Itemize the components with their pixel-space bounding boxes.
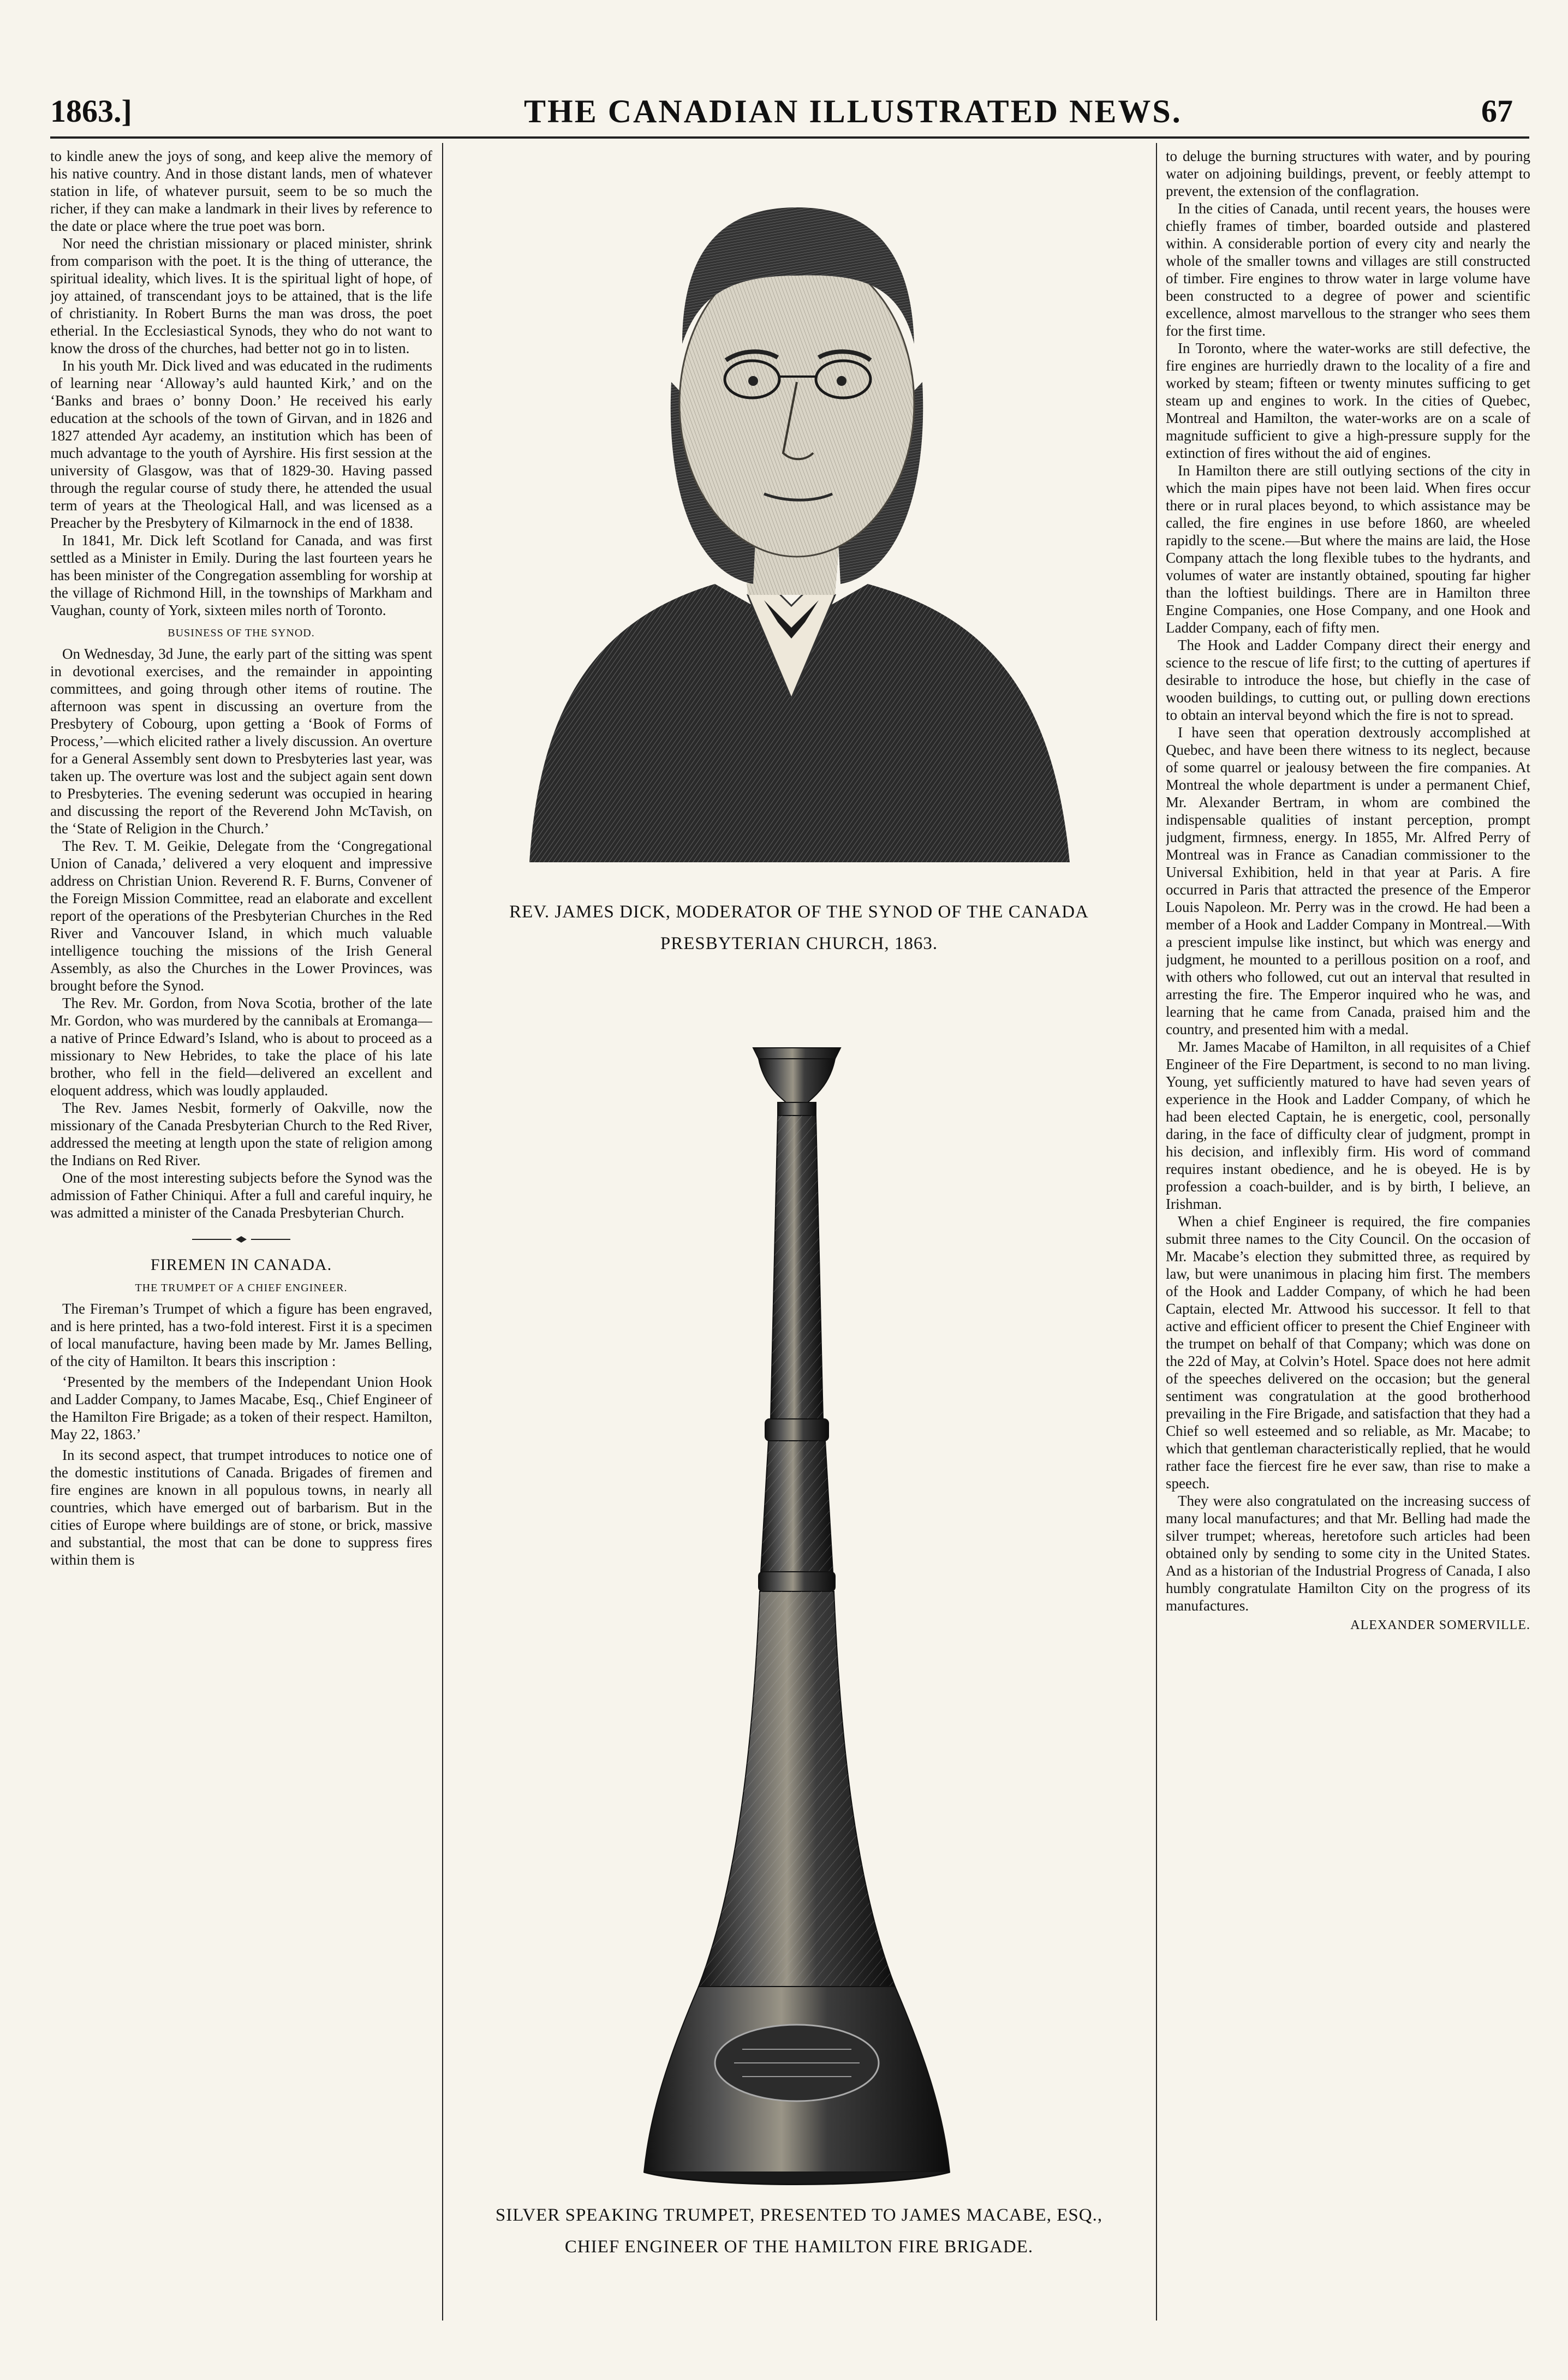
trumpet-caption xyxy=(452,2199,1146,2263)
issue-year: 1863.] xyxy=(50,93,132,129)
col3-paragraph-6: I have seen that operation dextrously accomplished at Quebec, and have been there witness to its neglect, because of some quarrel or jealousy between the fire companies. At Montreal the whole department is under a permanent Chief, Mr. Alexander Bertram, in whom are combined the indispensable qualities of instant perception, prompt judgment, firmness, energy. In 1855, Mr. Alfred Perry of Montreal was in France as Canadian commissioner to the Universal Exhibition, held in that year at Paris. A fire occurred in Paris that attracted the presence of the Emperor Louis Napoleon. Mr. Perry was in the crowd. He had been a member of a Hook and Ladder Company in Montreal.—With a prescient impulse like instinct, but which was energy and judgment, he mounted to a perillous position on a roof, and with others who followed, cut out an interval that resulted in arresting the fire. The Emperor inquired who he was, and learning that he came from Canada, praised him and the country, and presented him with a medal. xyxy=(1166,724,1530,1037)
silver-speaking-trumpet xyxy=(639,1037,955,2194)
col1-paragraph-8: The Rev. James Nesbit, formerly of Oakville, now the missionary of the Canada Presbyterian Church to the Red River, addressed the meeting at length upon the state of religion among the Indians on Red River. xyxy=(50,1100,432,1168)
col1-paragraph-2: Nor need the christian missionary or placed minister, shrink from comparison with the poet. It is the thing of utterance, the spiritual ideality, which lives. It is the spiritual light of hope, of joy attained, of transcendant joys to be attained, that is the life of christianity. In Robert Burns the man was dross, the poet etherial. In the Ecclesiastical Synods, they who do not want to know the dross of the churches, had better not go in to listen. xyxy=(50,235,432,356)
trumpet-caption-line-1: SILVER SPEAKING TRUMPET, PRESENTED TO JAMES MACABE, ESQ., xyxy=(495,2205,1103,2225)
col3-paragraph-8: When a chief Engineer is required, the fire companies submit three names to the City Council. On the occasion of Mr. Macabe’s election they submitted three, as required by law, but were unanimous in placing him first. The members of the Hook and Ladder Company, of which he had been Captain, elected Mr. Attwood his successor. It fell to that active and efficient officer to present the Chief Engineer with the trumpet on behalf of that Company; which was done on the 22d of May, at Colvin’s Hotel. Space does not here admit of the speeches delivered on the occasion; but the general sentiment was congratulation at the good brotherhood prevailing in the Fire Brigade, and satisfaction that they had a Chief so well esteemed and so reliable, as Mr. Macabe; to which that gentleman characteristically replied, that he would rather face the fiercest fire he ever saw, than rise to make a speech. xyxy=(1166,1213,1530,1492)
col1-paragraph-3: In his youth Mr. Dick lived and was educated in the rudiments of learning near ‘Alloway’s auld haunted Kirk,’ and on the ‘Banks and braes o’ bonny Doon.’ He received his early education at the schools of the town of Girvan, and in 1826 and 1827 attended Ayr academy, an institution which has been of much advantage to the youth of Ayrshire. His first session at the university of Glasgow, was that of 1829-30. Having passed through the regular course of study there, he attended the usual term of years at the Theological Hall, and was licensed as a Preacher by the Presbytery of Kilmarnock in the end of 1838. xyxy=(50,357,432,531)
page-number: 67 xyxy=(1481,93,1513,129)
subhead-trumpet: THE TRUMPET OF A CHIEF ENGINEER. xyxy=(135,1282,348,1294)
masthead xyxy=(50,82,1524,131)
portrait-caption-line-1: REV. JAMES DICK, MODERATOR OF THE SYNOD OF THE CANADA xyxy=(509,902,1089,922)
right-column xyxy=(1166,147,1530,2314)
col1-paragraph-7: The Rev. Mr. Gordon, from Nova Scotia, brother of the late Mr. Gordon, who was murdered by the cannibals at Eromanga—a native of Prince Edward’s Island, who is about to proceed as a missionary to New Hebrides, to take the place of his late brother, who fell in the field—delivered an excellent and eloquent address, which was loudly applauded. xyxy=(50,995,432,1099)
trumpet-caption-line-2: CHIEF ENGINEER OF THE HAMILTON FIRE BRIGADE. xyxy=(564,2237,1034,2257)
col3-paragraph-9: They were also congratulated on the increasing success of many local manufactures; and that Mr. Belling had made the silver trumpet; whereas, heretofore such articles had been obtained only by sending to some city in the United States. And as a historian of the Industrial Progress of Canada, I also humbly congratulate Hamilton City on the progress of its manufactures. xyxy=(1166,1493,1530,1614)
section-ornament xyxy=(50,1231,432,1249)
author-signature: ALEXANDER SOMERVILLE. xyxy=(1350,1618,1530,1632)
col1-paragraph-12: In its second aspect, that trumpet introduces to notice one of the domestic institutions of Canada. Brigades of firemen and fire engines are known in all populous towns, in nearly all countries, which have emerged out of barbarism. But in the cities of Europe where buildings are of stone, or brick, massive and substantial, the most that can be done to suppress fires within them is xyxy=(50,1447,432,1568)
trumpet-inscription: ‘Presented by the members of the Independant Union Hook and Ladder Company, to James Macabe, Esq., Chief Engineer of the Hamilton Fire Brigade; as a token of their respect. Hamilton, May 22, 1863.’ xyxy=(50,1374,432,1442)
col3-paragraph-3: In Toronto, where the water-works are still defective, the fire engines are hurriedly drawn to the locality of a fire and worked by steam; fifteen or twenty minutes sufficing to get steam up and engines to work. In the cities of Quebec, Montreal and Hamilton, the water-works are on a scale of magnitude sufficient to give a high-pressure supply for the extinction of fires without the aid of engines. xyxy=(1166,340,1530,461)
subhead-business-of-synod: BUSINESS OF THE SYNOD. xyxy=(168,627,315,639)
col1-paragraph-5: On Wednesday, 3d June, the early part of the sitting was spent in devotional exercises, and the remainder in appointing committees, and going through other items of routine. The afternoon was spent in discussing an overture from the Presbytery of Cobourg, upon getting a ‘Book of Forms of Process,’—which elicited rather a lively discussion. An overture for a General Assembly sent down to Presbyteries last year, was taken up. The overture was lost and the subject again sent down to Presbyteries. The evening sederunt was occupied in hearing and discussing the report of the Reverend John McTavish, on the ‘State of Religion in the Church.’ xyxy=(50,646,432,837)
col1-paragraph-4: In 1841, Mr. Dick left Scotland for Canada, and was first settled as a Minister in Emily. During the last fourteen years he has been minister of the Congregation assembling for worship at the village of Richmond Hill, in the townships of Markham and Vaughan, county of York, sixteen miles north of Toronto. xyxy=(50,532,432,618)
col1-paragraph-1: to kindle anew the joys of song, and keep alive the memory of his native country. And in those distant lands, men of whatever station in life, of whatever pursuit, seem to be so much the richer, if they can make a landmark in their lives by reference to the date or place where the true poet was born. xyxy=(50,148,432,234)
col1-paragraph-10: The Fireman’s Trumpet of which a figure has been engraved, and is here printed, has a two-fold interest. First it is a specimen of local manufacture, having been made by Mr. James Belling, of the city of Hamilton. It bears this inscription : xyxy=(50,1301,432,1369)
col3-paragraph-4: In Hamilton there are still outlying sections of the city in which the main pipes have not been laid. When fires occur there or in rural places beyond, to which assistance may be called, the fire engines in use before 1860, are wheeled rapidly to the scene.—But where the mains are laid, the Hose Company attach the long flexible tubes to the hydrants, and volumes of water are instantly obtained, spouting far higher than the loftiest buildings. There are in Hamilton three Engine Companies, one Hose Company, and one Hook and Ladder Company, each of fifty men. xyxy=(1166,462,1530,636)
masthead-rule xyxy=(50,136,1529,139)
col3-paragraph-7: Mr. James Macabe of Hamilton, in all requisites of a Chief Engineer of the Fire Department, is second to no man living. Young, yet sufficiently matured to have had seven years of experience in the Hook and Ladder Company, of which he had been elected Captain, he is energetic, cool, personally daring, in the face of difficulty clear of judgment, prompt in his decision, and inflexibly firm. His word of command requires instant obedience, and he is obeyed. He is by profession a coach-builder, and is by birth, I believe, an Irishman. xyxy=(1166,1039,1530,1212)
column-divider-left xyxy=(442,143,443,2321)
section-title-firemen: FIREMEN IN CANADA. xyxy=(150,1256,332,1274)
col1-paragraph-6: The Rev. T. M. Geikie, Delegate from the ‘Congregational Union of Canada,’ delivered a very eloquent and impressive address on Christian Union. Reverend R. F. Burns, Convener of the Foreign Mission Committee, read an elaborate and excellent report of the operations of the Presbyterian Churches in the Red River and Vancouver Island, in which much valuable intelligence touching the missions of the Irish General Assembly, as also the Churches in the Lower Provinces, was brought before the Synod. xyxy=(50,838,432,994)
left-column xyxy=(50,147,432,2314)
col3-paragraph-2: In the cities of Canada, until recent years, the houses were chiefly frames of timber, boarded outside and plastered within. A considerable portion of every city and nearly the whole of the smaller towns and villages are still constructed of timber. Fire engines to throw water in large volume have been constructed to a degree of power and scientific excellence, almost marvellous to the stranger who sees them for the first time. xyxy=(1166,200,1530,339)
ornament-rule-icon xyxy=(192,1235,290,1244)
portrait-of-rev-james-dick xyxy=(508,147,1086,868)
column-divider-right xyxy=(1156,143,1157,2321)
col3-paragraph-5: The Hook and Ladder Company direct their energy and science to the rescue of life first; to the cutting of apertures if desirable to introduce the hose, but chiefly in the case of wooden buildings, to cutting out, or pulling down erections to obtain an interval beyond which the fire is not to spread. xyxy=(1166,637,1530,723)
portrait-engraving xyxy=(508,147,1086,868)
col3-paragraph-1: to deluge the burning structures with water, and by pouring water on adjoining buildings, prevent, or feebly attempt to prevent, the extension of the conflagration. xyxy=(1166,148,1530,199)
trumpet-engraving xyxy=(639,1037,955,2194)
portrait-caption xyxy=(452,896,1146,959)
portrait-caption-line-2: PRESBYTERIAN CHURCH, 1863. xyxy=(660,934,938,953)
newspaper-title: THE CANADIAN ILLUSTRATED NEWS. xyxy=(524,93,1182,129)
col1-paragraph-9: One of the most interesting subjects before the Synod was the admission of Father Chiniqui. After a full and careful inquiry, he was admitted a minister of the Canada Presbyterian Church. xyxy=(50,1170,432,1221)
